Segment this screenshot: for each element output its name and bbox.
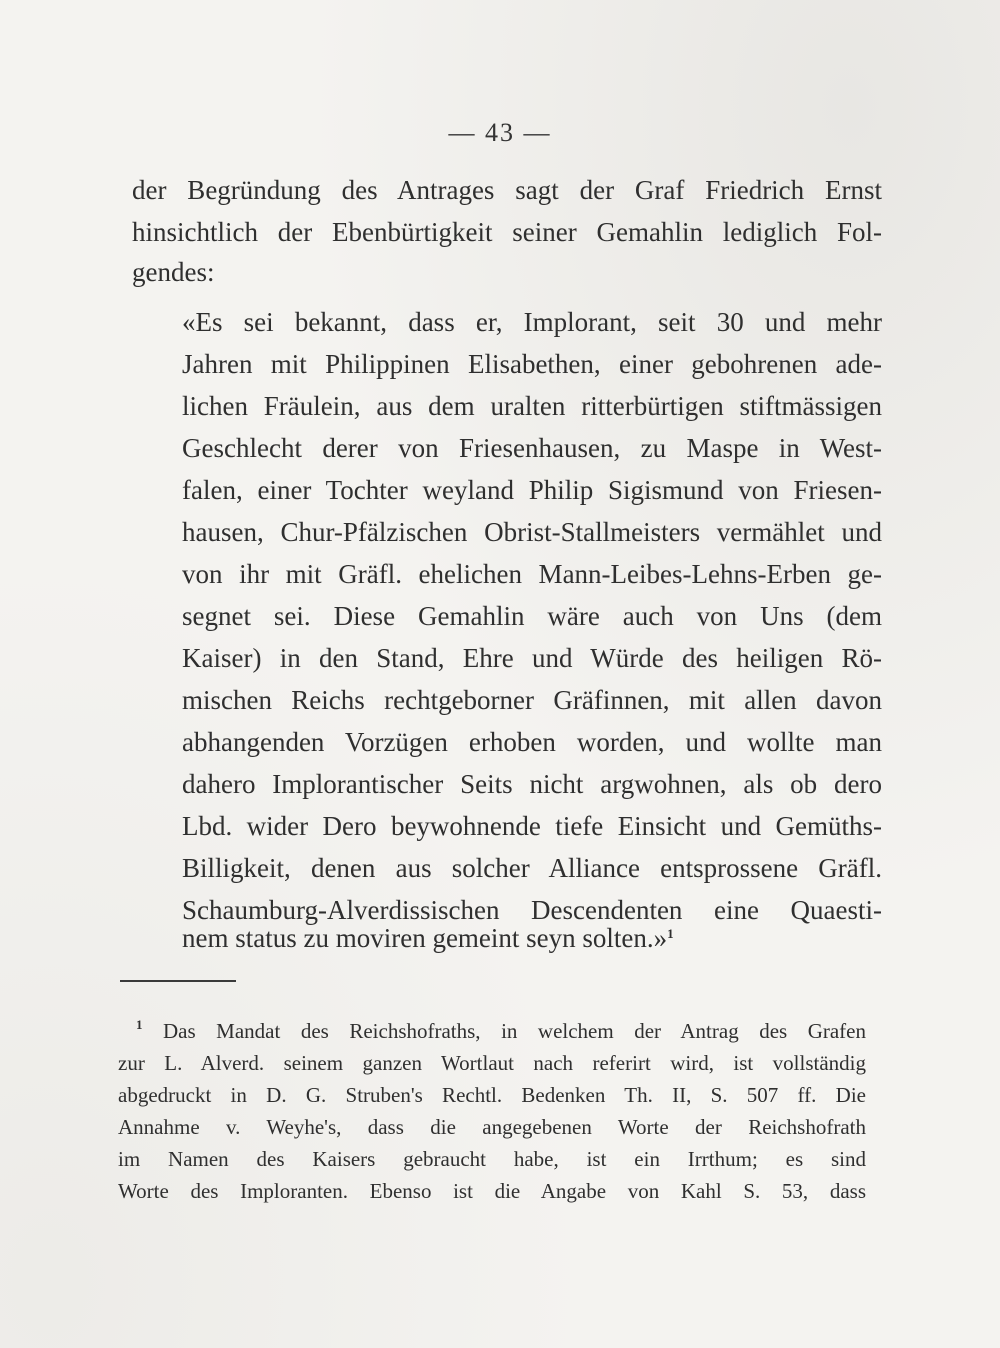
quote-last-line	[182, 922, 882, 959]
quote-line: Billigkeit, denen aus solcher Alliance entsprossene Gräfl.	[182, 853, 882, 883]
quote-line: lichen Fräulein, aus dem uralten ritterbürtigen stiftmässigen	[182, 391, 882, 421]
footnote-divider	[120, 980, 236, 982]
footnote-marker: 1	[136, 1017, 143, 1032]
quote-line: segnet sei. Diese Gemahlin wäre auch von Uns (dem	[182, 601, 882, 631]
quote-line: falen, einer Tochter weyland Philip Sigismund von Friesen-	[182, 475, 882, 505]
footnote-line: abgedruckt in D. G. Struben's Rechtl. Bedenken Th. II, S. 507 ff. Die	[118, 1083, 866, 1107]
footnote-line: Worte des Imploranten. Ebenso ist die Angabe von Kahl S. 53, dass	[118, 1179, 866, 1203]
footnote-line	[136, 1018, 866, 1047]
quote-line: mischen Reichs rechtgeborner Gräfinnen, mit allen davon	[182, 685, 882, 715]
quote-line: «Es sei bekannt, dass er, Implorant, seit 30 und mehr	[182, 307, 882, 337]
quote-line: Kaiser) in den Stand, Ehre und Würde des heiligen Rö-	[182, 643, 882, 673]
body-line: gendes:	[132, 257, 215, 287]
quote-line: abhangenden Vorzügen erhoben worden, und wollte man	[182, 727, 882, 757]
footnote-line: Annahme v. Weyhe's, dass die angegebenen Worte der Reichshofrath	[118, 1115, 866, 1139]
footnote-text: Das Mandat des Reichshofraths, in welchem der Antrag des Grafen	[163, 1019, 866, 1043]
quote-line: Geschlecht derer von Friesenhausen, zu Maspe in West-	[182, 433, 882, 463]
quote-line: Schaumburg-Alverdissischen Descendenten eine Quaesti-	[182, 895, 882, 925]
quote-line: von ihr mit Gräfl. ehelichen Mann-Leibes-Lehns-Erben ge-	[182, 559, 882, 589]
quote-line: dahero Implorantischer Seits nicht argwohnen, als ob dero	[182, 769, 882, 799]
footnote-line: im Namen des Kaisers gebraucht habe, ist ein Irrthum; es sind	[118, 1147, 866, 1171]
footnote-reference: 1	[667, 926, 674, 941]
quote-line: Lbd. wider Dero beywohnende tiefe Einsicht und Gemüths-	[182, 811, 882, 841]
quote-line: nem status zu moviren gemeint seyn solten.»	[182, 923, 668, 953]
footnote-line: zur L. Alverd. seinem ganzen Wortlaut nach referirt wird, ist vollständig	[118, 1051, 866, 1075]
body-line: hinsichtlich der Ebenbürtigkeit seiner Gemahlin lediglich Fol-	[132, 217, 882, 247]
page-number: — 43 —	[448, 118, 552, 147]
quote-line: Jahren mit Philippinen Elisabethen, einer gebohrenen ade-	[182, 349, 882, 379]
body-line: der Begründung des Antrages sagt der Graf Friedrich Ernst	[132, 175, 882, 205]
quote-line: hausen, Chur-Pfälzischen Obrist-Stallmeisters vermählet und	[182, 517, 882, 547]
